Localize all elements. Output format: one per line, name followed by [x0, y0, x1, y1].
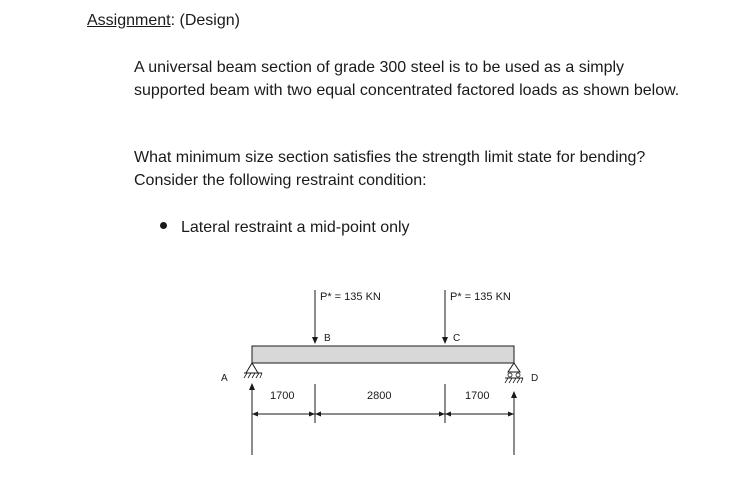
question-paragraph: What minimum size section satisfies the strength limit state for bending? Consider the following restraint condition:: [134, 149, 646, 189]
support-label-a: A: [221, 373, 228, 384]
dimension-label-bc: 2800: [367, 390, 392, 402]
load-arrow-b: [312, 290, 318, 344]
bullet-item-text: Lateral restraint a mid-point only: [181, 219, 410, 236]
dimension-label-ab: 1700: [270, 390, 295, 402]
beam: [252, 346, 514, 363]
assignment-heading-rest: : (Design): [170, 12, 240, 29]
roller-support-d: [505, 363, 523, 383]
point-label-c: C: [453, 333, 461, 344]
assignment-heading-label: Assignment: [87, 12, 171, 29]
load-arrow-c: [442, 290, 448, 344]
load-label-b: P* = 135 KN: [320, 291, 381, 303]
point-label-b: B: [324, 333, 331, 344]
pin-support-a: [244, 363, 262, 378]
load-label-c: P* = 135 KN: [450, 291, 511, 303]
dimension-label-cd: 1700: [465, 390, 490, 402]
problem-paragraph: A universal beam section of grade 300 steel is to be used as a simply supported beam with two equal concentrated factored loads as shown below.: [134, 59, 680, 99]
support-label-d: D: [531, 373, 539, 384]
dimension-line: [252, 412, 514, 417]
